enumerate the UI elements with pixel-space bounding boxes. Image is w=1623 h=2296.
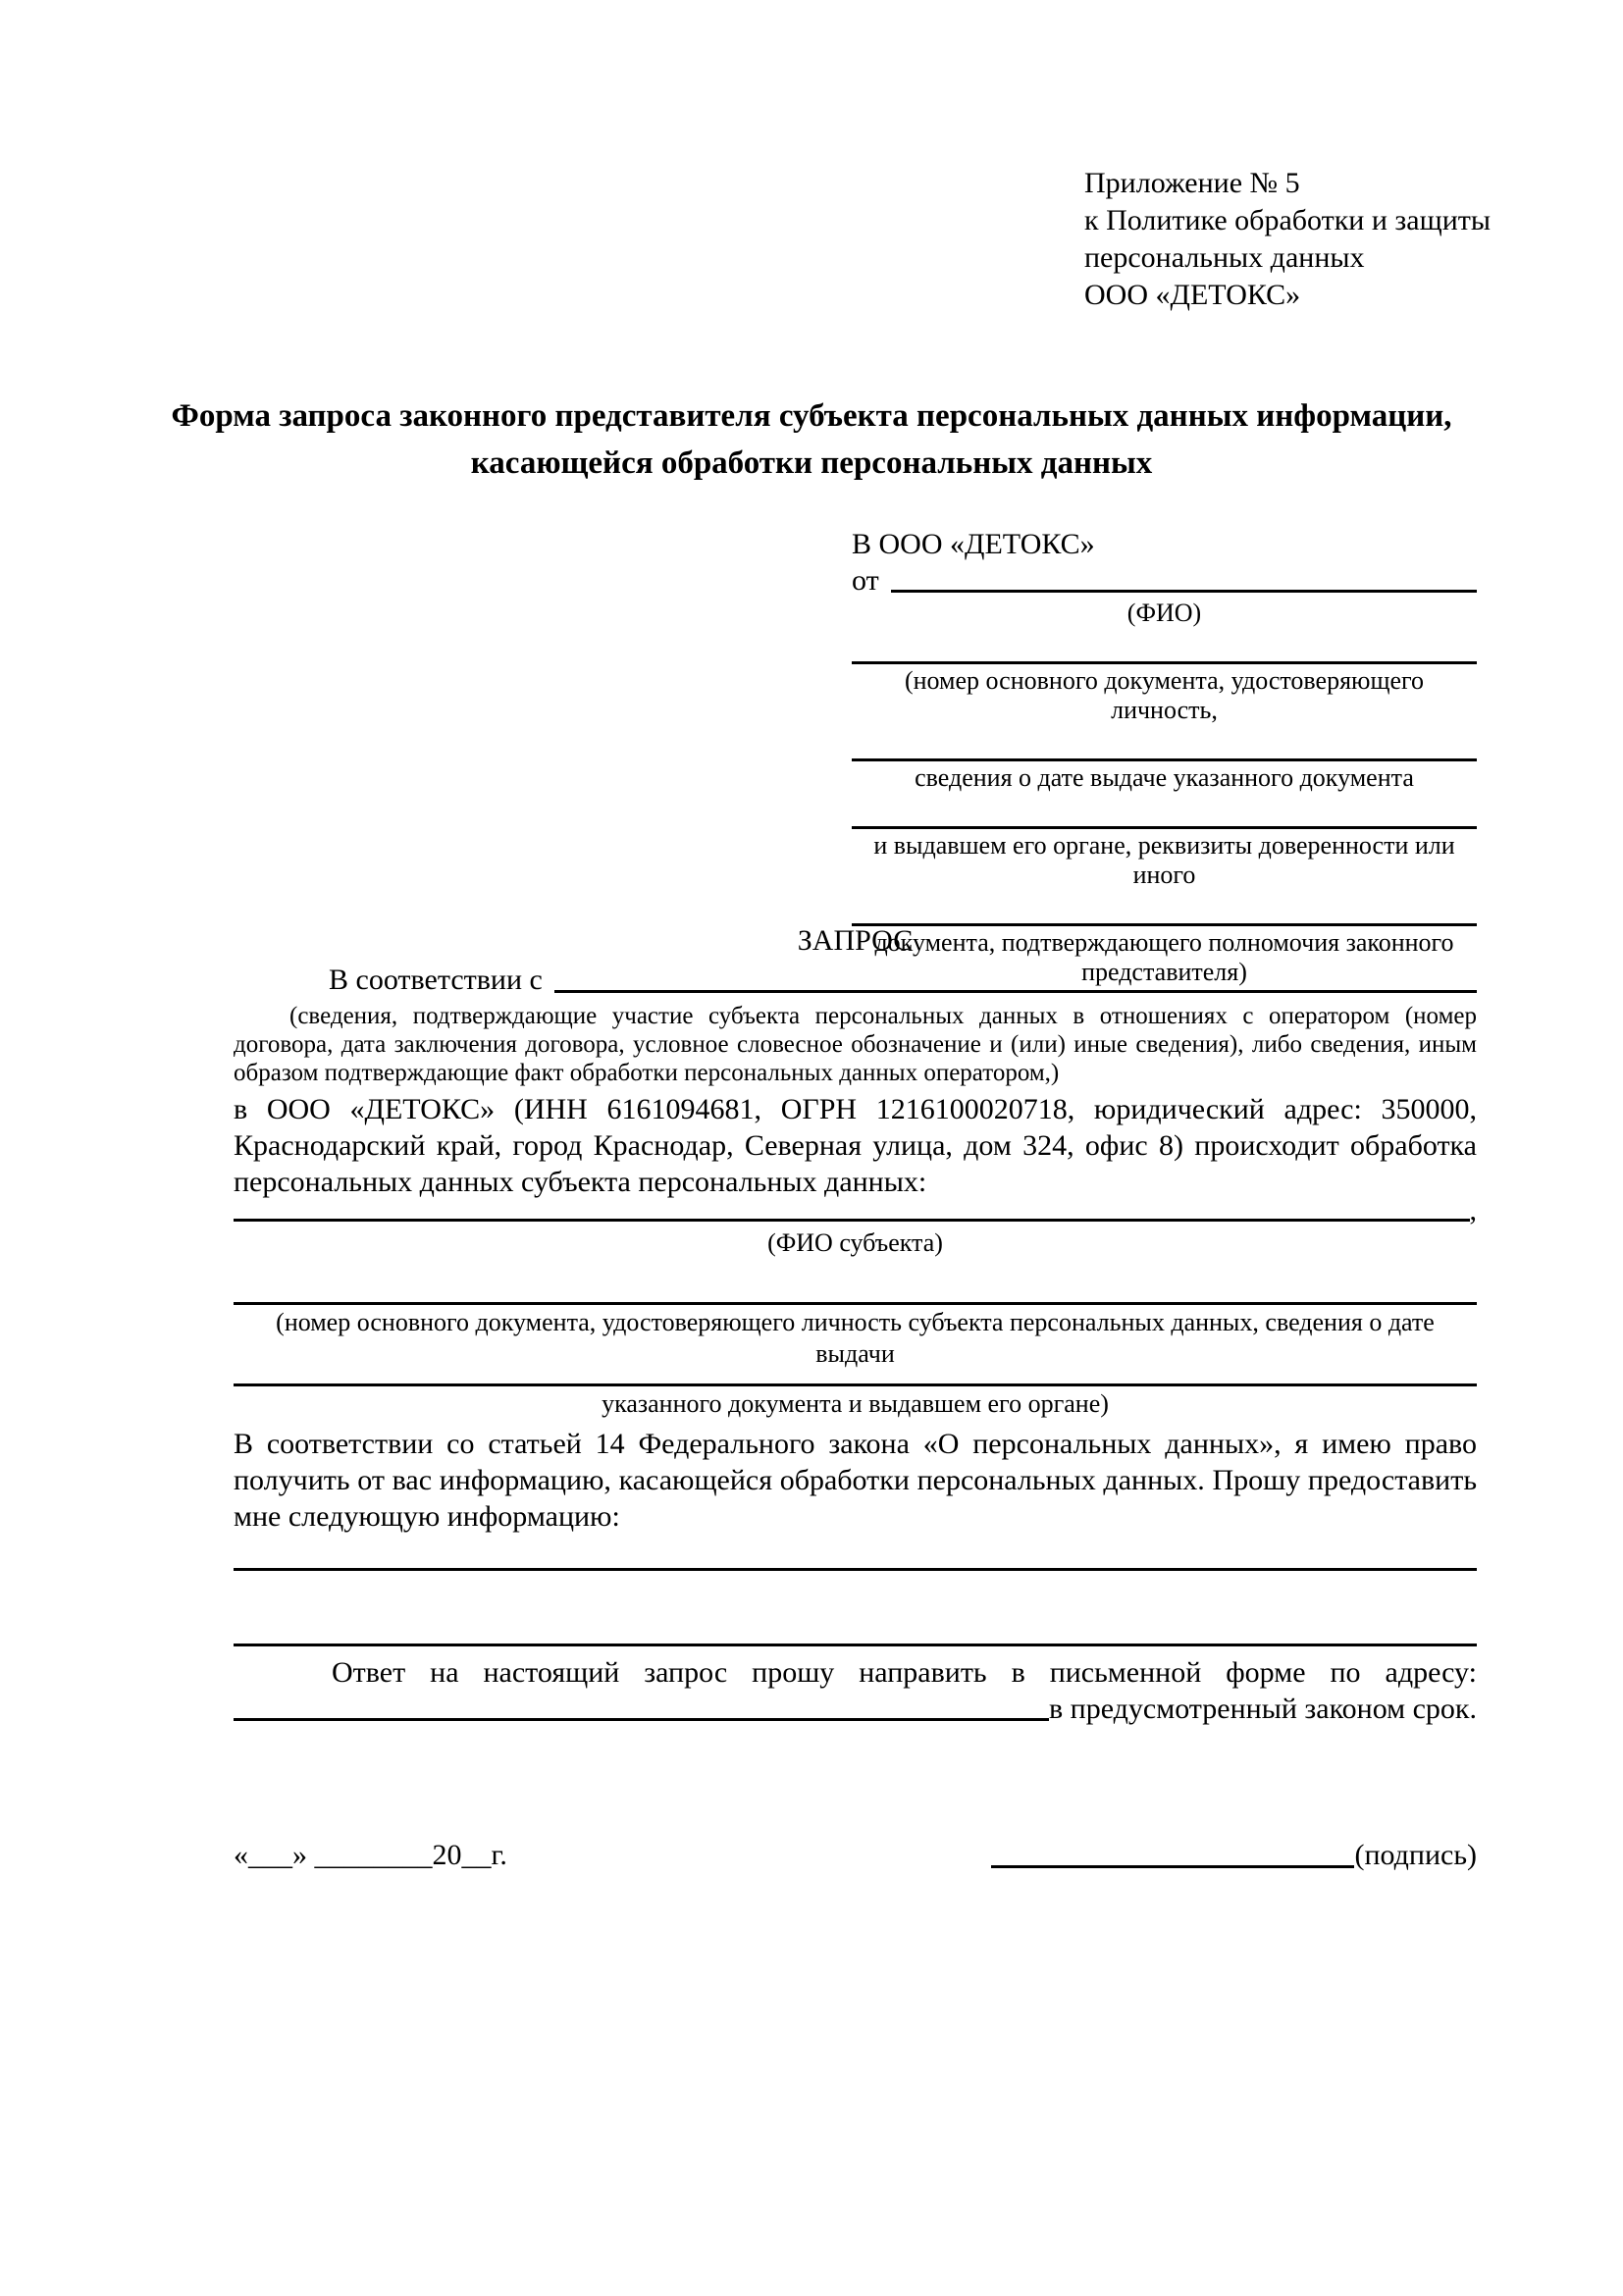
intro-footnote: (сведения, подтверждающие участие субъекта персональных данных в отношениях с оператором (номер договора, дата заключения договора, условное словесное обозначение и (или) иные сведения), либо сведения, иным образом подтверждающие факт обработки персональных данных оператором,) (234, 1003, 1477, 1086)
representative-doc-field (852, 661, 1477, 725)
blank-field (234, 1302, 1477, 1305)
addressee-block (852, 526, 1477, 987)
appendix-note-line: персональных данных (1084, 241, 1365, 274)
form-title: Форма запроса законного представителя субъекта персональных данных информации, касающейся обработки персональных данных (171, 398, 1452, 481)
from-row (852, 563, 1477, 599)
subject-fio-caption: (ФИО субъекта) (767, 1228, 943, 1257)
representative-doc-field (852, 758, 1477, 793)
field-caption: (номер основного документа, удостоверяющего личность, (904, 666, 1425, 724)
trailing-comma: , (1469, 1194, 1477, 1226)
reply-tail-text: в предусмотренный законом срок. (1049, 1693, 1477, 1725)
subject-doc-field (234, 1302, 1477, 1370)
appendix-note-line: ООО «ДЕТОКС» (1084, 279, 1301, 311)
blank-field (234, 1383, 1477, 1386)
request-heading: ЗАПРОС (797, 924, 914, 957)
reply-address-blank-field (234, 1718, 1049, 1721)
field-caption: и выдавшем его органе, реквизиты доверенности или иного (873, 831, 1455, 889)
addressee-organization: В ООО «ДЕТОКС» (852, 528, 1095, 560)
request-section (234, 922, 1477, 1727)
subject-fio-blank-field (234, 1219, 1470, 1222)
reply-address-row (234, 1692, 1477, 1727)
signature-group (991, 1837, 1477, 1874)
footer-row (234, 1837, 1477, 1874)
intro-label: В соответствии с (329, 964, 543, 996)
field-caption: документа, подтверждающего полномочия законного представителя) (874, 928, 1454, 986)
blank-field (852, 826, 1477, 829)
field-caption: (номер основного документа, удостоверяющего личность субъекта персональных данных, сведения о дате выдачи (276, 1308, 1435, 1368)
appendix-note-line: Приложение № 5 (1084, 167, 1300, 199)
requested-info-blank-field (234, 1568, 1477, 1571)
subject-doc-field (234, 1383, 1477, 1420)
from-name-blank-field (891, 590, 1477, 593)
signature-blank-field (991, 1865, 1354, 1868)
appendix-note (1084, 165, 1491, 314)
reply-paragraph: Ответ на настоящий запрос прошу направить в письменной форме по адресу: (332, 1656, 1477, 1689)
field-caption: указанного документа и выдавшем его органе) (602, 1389, 1109, 1418)
intro-row (234, 962, 1477, 999)
representative-doc-field (852, 826, 1477, 890)
date-blank-text: «___» ________20__г. (234, 1839, 507, 1871)
field-caption: сведения о дате выдаче указанного документа (915, 763, 1414, 792)
grounds-blank-field (554, 990, 1477, 993)
from-label: от (852, 564, 879, 597)
signature-caption: (подпись) (1354, 1839, 1477, 1871)
operator-paragraph: в ООО «ДЕТОКС» (ИНН 6161094681, ОГРН 1216100020718, юридический адрес: 350000, Краснодарский край, город Краснодар, Северная улица, дом 324, офис 8) происходит обработка персональных данных субъекта персональных данных: (234, 1093, 1477, 1198)
blank-field (852, 661, 1477, 664)
law-paragraph: В соответствии со статьей 14 Федерального закона «О персональных данных», я имею право получить от вас информацию, касающейся обработки персональных данных. Прошу предоставить мне следующую информацию: (234, 1428, 1477, 1533)
blank-field (852, 758, 1477, 761)
appendix-note-line: к Политике обработки и защиты (1084, 204, 1492, 236)
requested-info-blank-field (234, 1644, 1477, 1646)
fio-caption: (ФИО) (1126, 599, 1202, 627)
